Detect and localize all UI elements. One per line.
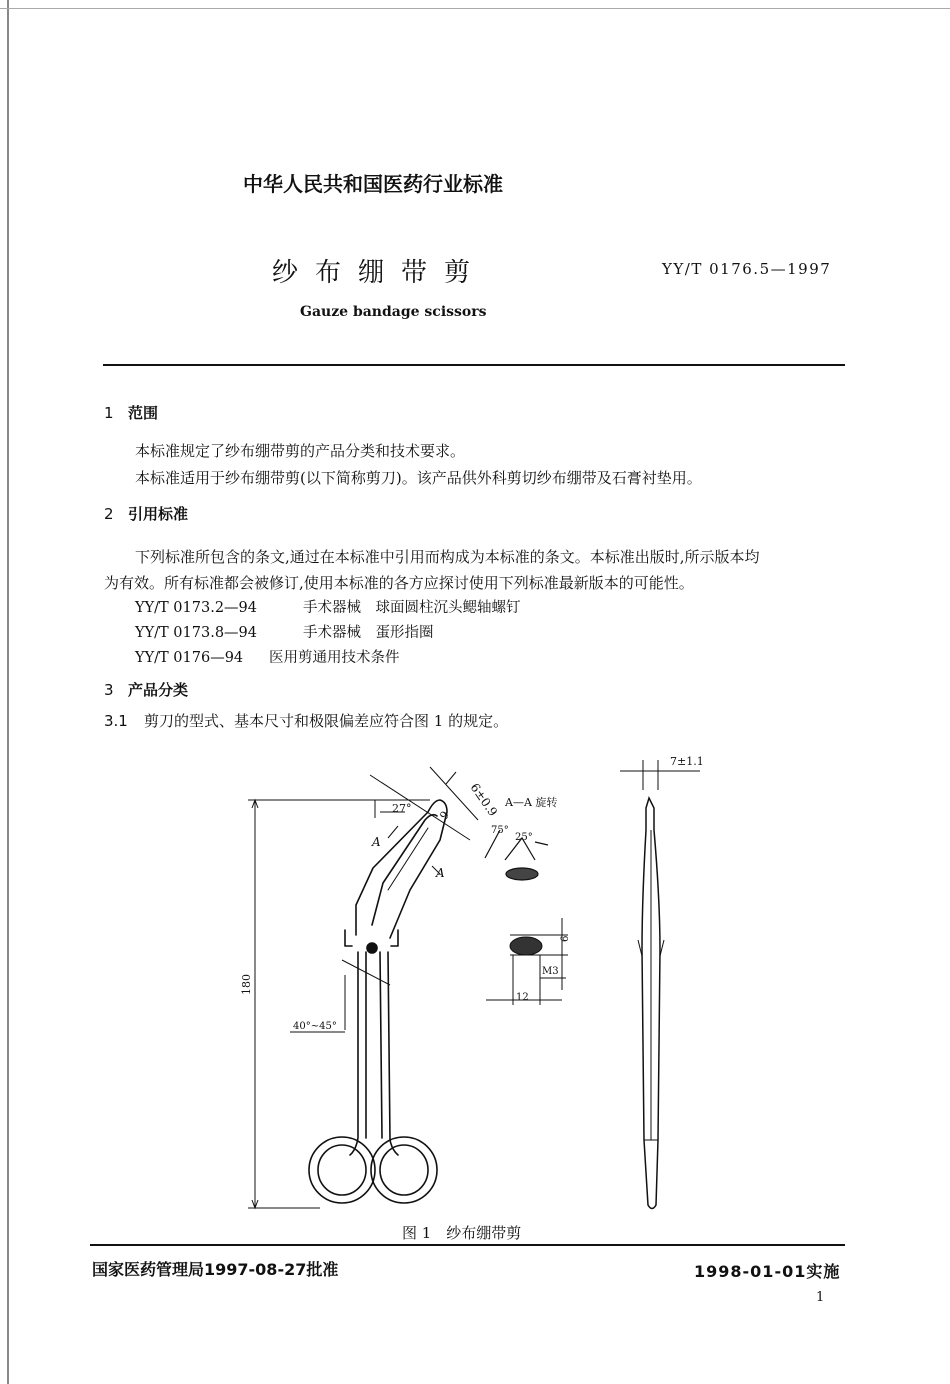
footer-divider bbox=[90, 1244, 845, 1246]
dim-screw-6-label: 6 bbox=[560, 935, 571, 942]
dim-length-label: 180 bbox=[240, 974, 253, 995]
angle-25-label: 25° bbox=[515, 832, 533, 843]
joint-mark-left bbox=[345, 930, 352, 946]
section-number: 2 bbox=[104, 505, 114, 523]
blade-cut-line bbox=[388, 828, 428, 890]
angle-handle-label: 40°~45° bbox=[293, 1021, 337, 1032]
section-mark-left: A bbox=[372, 835, 381, 849]
section-2-paragraph-line: 下列标准所包含的条文,通过在本标准中引用而构成为本标准的条文。本标准出版时,所示版本均 bbox=[135, 548, 760, 566]
section-title-label: A—A 旋转 bbox=[505, 796, 558, 809]
section-ref-line bbox=[535, 842, 548, 845]
clause-text: 剪刀的型式、基本尺寸和极限偏差应符合图 1 的规定。 bbox=[144, 712, 509, 730]
right-finger-ring-outer bbox=[371, 1137, 437, 1203]
document-title-en: Gauze bandage scissors bbox=[300, 304, 487, 320]
left-finger-ring-inner bbox=[318, 1145, 366, 1195]
approval-note: 国家医药管理局1997-08-27批准 bbox=[92, 1260, 339, 1279]
figure-caption: 图 1 纱布绷带剪 bbox=[402, 1224, 522, 1242]
reference-code: YY/T 0173.2—94 bbox=[135, 600, 257, 616]
section-title: 范围 bbox=[128, 404, 159, 422]
reference-code: YY/T 0173.8—94 bbox=[135, 625, 257, 641]
reference-code: YY/T 0176—94 bbox=[135, 650, 244, 666]
section-mark-right: A bbox=[436, 866, 445, 880]
section-title: 产品分类 bbox=[128, 681, 189, 699]
section-1-paragraph: 本标准规定了纱布绷带剪的产品分类和技术要求。 bbox=[135, 442, 466, 460]
page-number: 1 bbox=[816, 1290, 825, 1305]
standard-type-header: 中华人民共和国医药行业标准 bbox=[243, 172, 503, 196]
section-hatched bbox=[506, 868, 538, 880]
clause-number: 3.1 bbox=[104, 712, 128, 730]
section-1-paragraph: 本标准适用于纱布绷带剪(以下简称剪刀)。该产品供外科剪切纱布绷带及石膏衬垫用。 bbox=[135, 469, 702, 487]
reference-title: 手术器械 球面圆柱沉头鳃轴螺钉 bbox=[303, 600, 521, 616]
angle-tip-label: 27° bbox=[392, 802, 412, 815]
tip-dim-tick bbox=[446, 772, 456, 784]
reference-title: 医用剪通用技术条件 bbox=[269, 650, 400, 666]
left-shank-outer bbox=[350, 952, 358, 1155]
dim-blade-width-label: 9 bbox=[437, 808, 453, 822]
section-title: 引用标准 bbox=[128, 505, 189, 523]
left-finger-ring-outer bbox=[309, 1137, 375, 1203]
blade-inner-edge bbox=[372, 815, 437, 925]
pivot-screw bbox=[367, 943, 377, 953]
reference-title: 手术器械 蛋形指圈 bbox=[303, 625, 434, 641]
section-number: 3 bbox=[104, 681, 114, 699]
standard-code: YY/T 0176.5—1997 bbox=[662, 260, 832, 278]
tip-extension bbox=[370, 775, 470, 840]
section-2-paragraph-line: 为有效。所有标准都会被修订,使用本标准的各方应探讨使用下列标准最新版本的可能性。 bbox=[104, 574, 694, 592]
right-shank-outer bbox=[388, 952, 398, 1155]
dim-thickness-label: 7±1.1 bbox=[670, 755, 704, 768]
angle-75-label: 75° bbox=[491, 825, 509, 836]
document-title-cn: 纱布绷带剪 bbox=[272, 258, 488, 288]
screw-head bbox=[510, 937, 542, 955]
implementation-date: 1998-01-01实施 bbox=[694, 1262, 841, 1281]
dim-tip-label: 6±0.9 bbox=[467, 780, 501, 819]
right-finger-ring-inner bbox=[380, 1145, 428, 1195]
dim-screw-12-label: 12 bbox=[516, 992, 529, 1003]
dim-screw-m3-label: M3 bbox=[542, 966, 559, 977]
section-number: 1 bbox=[104, 404, 114, 422]
